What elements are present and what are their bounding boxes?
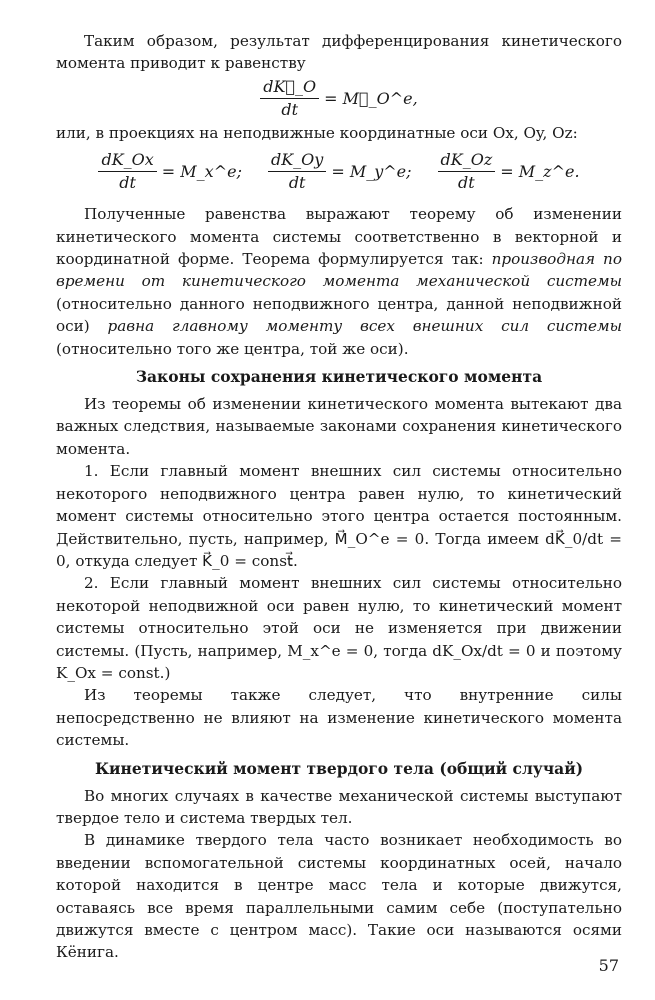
paragraph-6: 2. Если главный момент внешних сил системы относительно некоторой неподвижной оси равен нулю, то кинетический момент системы относительно этой оси не изменяется при движении системы. (Пусть, например, M_x^e = 0, тогда dK_Ox/dt = 0 и поэтому K_Ox = const.) <box>56 574 622 682</box>
text-span: (относительно того же центра, той же оси). <box>56 339 409 358</box>
formula-projections <box>56 150 622 193</box>
formula-denominator: dt <box>458 173 475 193</box>
theorem-italic-text: равна главному моменту всех внешних сил системы <box>107 317 623 336</box>
paragraph-7: Из теоремы также следует, что внутренние силы непосредственно не влияют на изменение кинетического момента системы. <box>56 686 622 750</box>
paragraph-4: Из теоремы об изменении кинетического момента вытекают два важных следствия, называемые законами сохранения кинетического момента. <box>56 395 622 458</box>
formula-rhs: = M_z^e. <box>500 162 580 182</box>
formula-denominator: dt <box>119 173 136 193</box>
paragraph-3 <box>56 203 622 360</box>
formula-numerator: dK_Ox <box>98 150 156 172</box>
formula-numerator: dK_Oy <box>268 150 326 172</box>
formula-denominator: dt <box>281 99 299 119</box>
section-heading: Законы сохранения кинетического момента <box>135 367 543 387</box>
formula-rhs: = M⃗_O^e, <box>324 88 418 108</box>
formula-numerator: dK_Oz <box>438 150 496 172</box>
formula-denominator: dt <box>288 173 306 193</box>
text-span: Полученные равенства выражают теорему об изменении кинетического момента системы соответственно в векторной и координатной форме. Теорема формулируется так: <box>56 205 622 269</box>
paragraph-9: В динамике твердого тела часто возникает необходимость во введении вспомогательной системы координатных осей, начало которой находится в центре масс тела и которые движутся, оставаясь все время параллельными самим себе (поступательно движутся вместе с центром масс). Такие оси называются осями Кёнига. <box>56 831 622 962</box>
paragraph-8: Во многих случаях в качестве механической системы выступают твердое тело и система твердых тел. <box>56 786 622 827</box>
paragraph-1: Таким образом, результат дифференцирования кинетического момента приводит к равенству <box>56 32 622 73</box>
page-number: 57 <box>598 956 619 975</box>
text-span: (относительно данного неподвижного центра, данной неподвижной оси) <box>56 294 622 336</box>
theorem-italic-text: производная по времени от кинетического момента механической системы <box>56 250 622 291</box>
formula-rhs: = M_x^e; <box>161 162 242 182</box>
formula-rhs: = M_y^e; <box>331 162 412 182</box>
formula-numerator: dK⃗_O <box>260 77 319 99</box>
formula-vector <box>56 77 622 120</box>
section-heading: Кинетический момент твердого тела (общий случай) <box>94 758 584 778</box>
paragraph-2: или, в проекциях на неподвижные координатные оси Ox, Oy, Oz: <box>56 123 578 142</box>
paragraph-5: 1. Если главный момент внешних сил системы относительно некоторого неподвижного центра равен нулю, то кинетический момент системы относительно этого центра остается постоянным. Действительно, пусть, например, M⃗_O^e = 0. Тогда имеем dK⃗_0/dt = 0, откуда следует K⃗_0 = const⃗. <box>56 462 622 570</box>
page-body <box>56 30 622 964</box>
